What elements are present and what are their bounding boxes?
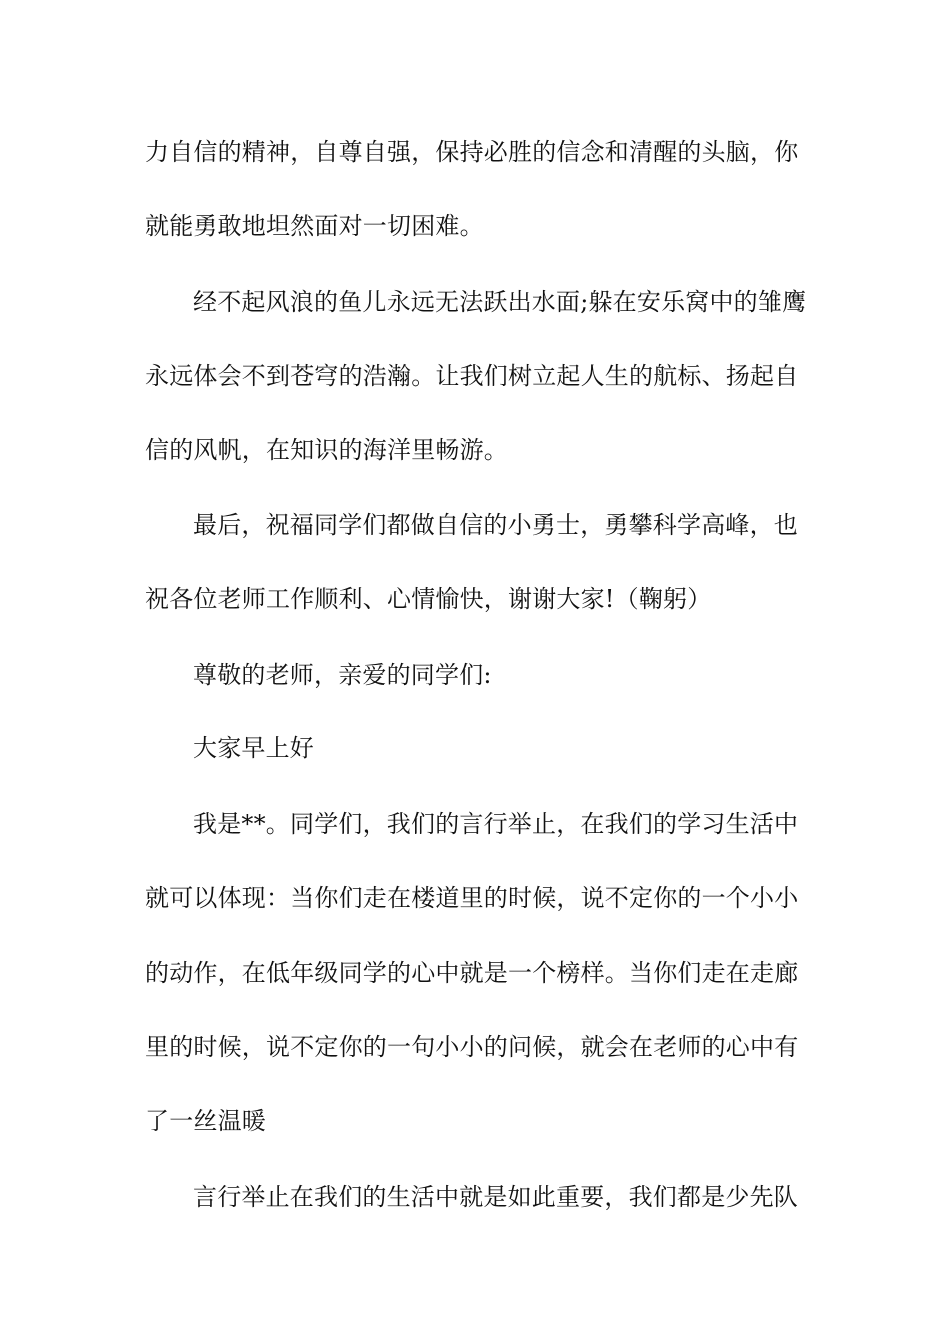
text-line: 永远体会不到苍穹的浩瀚。让我们树立起人生的航标、扬起自 [145,362,799,390]
text-line: 祝各位老师工作顺利、心情愉快，谢谢大家!（鞠躬） [145,585,712,613]
text-line: 的动作，在低年级同学的心中就是一个榜样。当你们走在走廊 [145,959,799,987]
text-line: 就能勇敢地坦然面对一切困难。 [145,212,484,240]
paragraph-start-line: 最后，祝福同学们都做自信的小勇士，勇攀科学高峰，也 [193,511,798,539]
paragraph-start-line: 我是**。同学们，我们的言行举止，在我们的学习生活中 [193,810,799,838]
salutation-line: 尊敬的老师，亲爱的同学们: [193,661,492,689]
text-line: 就可以体现：当你们走在楼道里的时候，说不定你的一个小小 [145,884,799,912]
text-line: 力自信的精神，自尊自强，保持必胜的信念和清醒的头脑，你 [145,138,799,166]
paragraph-start-line: 经不起风浪的鱼儿永远无法跃出水面;躲在安乐窝中的雏鹰 [193,288,807,316]
text-line: 里的时候，说不定你的一句小小的问候，就会在老师的心中有 [145,1033,799,1061]
text-line: 信的风帆，在知识的海洋里畅游。 [145,436,508,464]
text-line: 了一丝温暖 [145,1107,266,1135]
greeting-line: 大家早上好 [193,734,314,762]
paragraph-start-line: 言行举止在我们的生活中就是如此重要，我们都是少先队 [193,1183,798,1211]
